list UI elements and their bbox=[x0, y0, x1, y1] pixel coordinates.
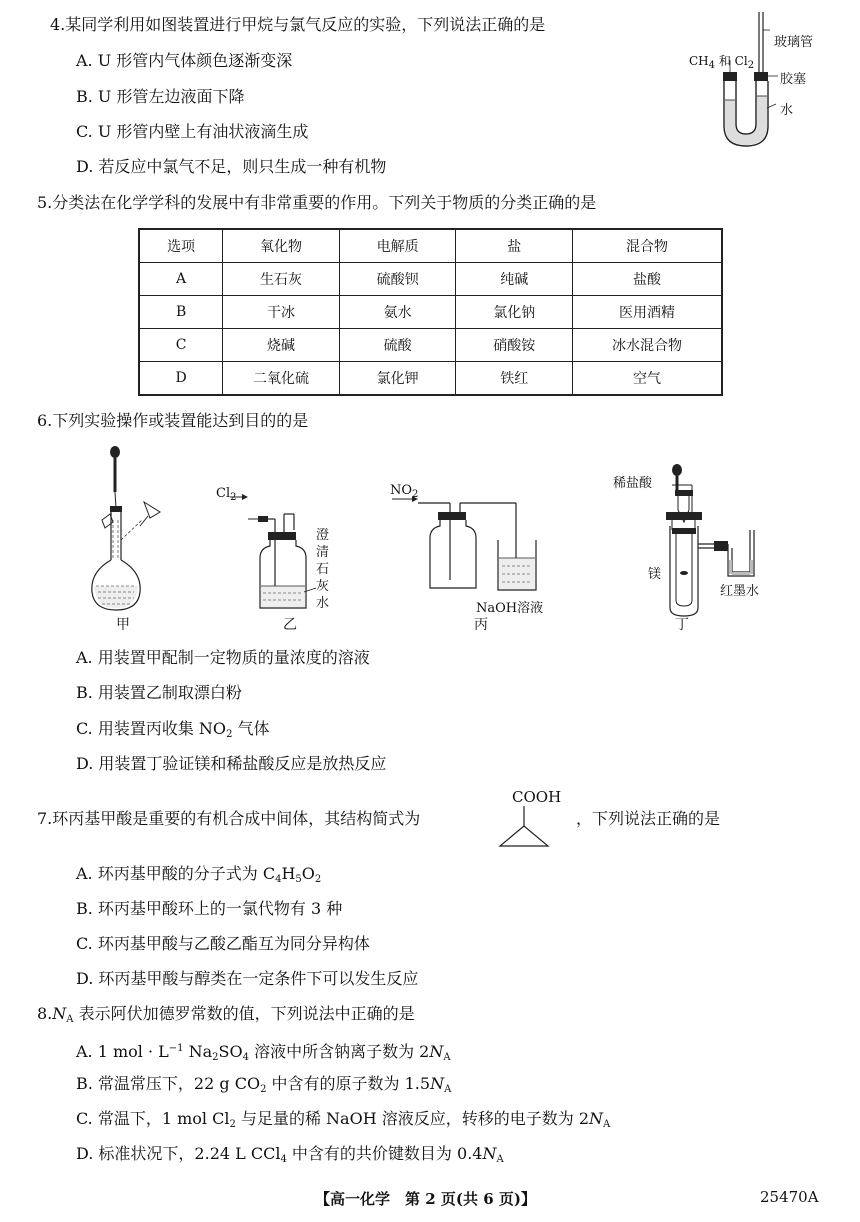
q7-option-a: A. 环丙基甲酸的分子式为 $C_4H_5O_2$ bbox=[76, 864, 322, 885]
q5-stem: 5.分类法在化学学科的发展中有非常重要的作用。下列关于物质的分类正确的是 bbox=[37, 193, 597, 212]
table-cell: 纯碱 bbox=[456, 263, 573, 296]
table-header-row bbox=[139, 229, 722, 263]
no2-label: $NO_2$ bbox=[390, 483, 419, 500]
table-cell: D bbox=[139, 362, 223, 396]
header-oxide: 氧化物 bbox=[223, 229, 340, 263]
q4-glass-tube-label: 玻璃管 bbox=[774, 35, 814, 50]
table-cell: 医用酒精 bbox=[573, 296, 723, 329]
label-yi: 乙 bbox=[283, 617, 297, 633]
page-footer: 【高一化学 第 2 页(共 6 页)】 bbox=[315, 1190, 536, 1208]
q8-option-b: B. 常温常压下，22 g $CO_2$ 中含有的原子数为 $1.5N_A$ bbox=[76, 1074, 452, 1095]
table-cell: B bbox=[139, 296, 223, 329]
table-row bbox=[139, 296, 722, 329]
q4-option-c: C. U 形管内壁上有油状液滴生成 bbox=[76, 122, 309, 141]
header-option: 选项 bbox=[139, 229, 223, 263]
q4-u-tube-figure bbox=[690, 8, 850, 153]
apparatus-bing bbox=[392, 496, 536, 590]
q7-stem-a: 7.环丙基甲酸是重要的有机合成中间体，其结构简式为 bbox=[37, 809, 421, 828]
mg-label: 镁 bbox=[648, 567, 662, 582]
table-cell: 铁红 bbox=[456, 362, 573, 396]
header-electrolyte: 电解质 bbox=[339, 229, 456, 263]
label-ding: 丁 bbox=[675, 617, 689, 633]
q8-option-c: C. 常温下，1 mol $Cl_2$ 与足量的稀 NaOH 溶液反应，转移的电子数为 $2N_A$ bbox=[76, 1109, 611, 1130]
q6-option-d: D. 用装置丁验证镁和稀盐酸反应是放热反应 bbox=[76, 754, 387, 773]
table-cell: 烧碱 bbox=[223, 329, 340, 362]
q4-stem: 4.某同学利用如图装置进行甲烷与氯气反应的实验，下列说法正确的是 bbox=[50, 15, 546, 34]
apparatus-jia bbox=[92, 446, 160, 610]
q6-apparatus-figure bbox=[80, 440, 800, 625]
table-row bbox=[139, 263, 722, 296]
q8-option-a: A. 1 mol · $L^{-1}$ $Na_2SO_4$ 溶液中所含钠离子数为 $2N_A$ bbox=[76, 1042, 451, 1063]
q4-stopper-label: 胶塞 bbox=[780, 72, 807, 87]
ink-label: 红墨水 bbox=[720, 584, 760, 599]
q6-option-b: B. 用装置乙制取漂白粉 bbox=[76, 683, 242, 702]
table-cell: 干冰 bbox=[223, 296, 340, 329]
apparatus-yi bbox=[230, 494, 316, 608]
table-cell: C bbox=[139, 329, 223, 362]
q7-option-b: B. 环丙基甲酸环上的一氯代物有 3 种 bbox=[76, 899, 343, 918]
table-cell: 氨水 bbox=[339, 296, 456, 329]
limewater-label: 澄 清 石 灰 水 bbox=[316, 528, 330, 611]
table-cell: 硫酸钡 bbox=[339, 263, 456, 296]
table-cell: 硝酸铵 bbox=[456, 329, 573, 362]
q6-option-c: C. 用装置丙收集 $NO_2$ 气体 bbox=[76, 719, 270, 740]
table-cell: 氯化钾 bbox=[339, 362, 456, 396]
table-row bbox=[139, 329, 722, 362]
table-cell: 氯化钠 bbox=[456, 296, 573, 329]
q6-stem: 6.下列实验操作或装置能达到目的的是 bbox=[37, 411, 309, 430]
table-cell: 冰水混合物 bbox=[573, 329, 723, 362]
q7-option-c: C. 环丙基甲酸与乙酸乙酯互为同分异构体 bbox=[76, 934, 370, 953]
table-cell: 盐酸 bbox=[573, 263, 723, 296]
header-salt: 盐 bbox=[456, 229, 573, 263]
cooh-label: COOH bbox=[512, 788, 562, 806]
q4-gas-label: $CH_4$ 和 $Cl_2$ bbox=[689, 54, 755, 71]
table-cell: 硫酸 bbox=[339, 329, 456, 362]
paper-code: 25470A bbox=[760, 1188, 819, 1206]
label-bing: 丙 bbox=[474, 617, 488, 633]
hcl-label: 稀盐酸 bbox=[613, 476, 653, 491]
q6-option-a: A. 用装置甲配制一定物质的量浓度的溶液 bbox=[76, 648, 370, 667]
q4-option-a: A. U 形管内气体颜色逐渐变深 bbox=[76, 51, 293, 70]
q4-water-label: 水 bbox=[780, 103, 794, 118]
naoh-label: NaOH溶液 bbox=[476, 601, 544, 616]
cyclopropane-structure bbox=[494, 804, 554, 850]
q8-stem: $8.N_A$ 表示阿伏加德罗常数的值，下列说法中正确的是 bbox=[37, 1004, 415, 1025]
classification-table bbox=[138, 228, 723, 396]
table-cell: 二氧化硫 bbox=[223, 362, 340, 396]
header-mixture: 混合物 bbox=[573, 229, 723, 263]
cl2-label: $Cl_2$ bbox=[216, 486, 237, 503]
q4-option-d: D. 若反应中氯气不足，则只生成一种有机物 bbox=[76, 157, 387, 176]
table-row bbox=[139, 362, 722, 396]
table-cell: 空气 bbox=[573, 362, 723, 396]
q7-stem-b: ，下列说法正确的是 bbox=[576, 809, 721, 828]
label-jia: 甲 bbox=[116, 617, 130, 633]
table-cell: A bbox=[139, 263, 223, 296]
table-cell: 生石灰 bbox=[223, 263, 340, 296]
q4-option-b: B. U 形管左边液面下降 bbox=[76, 87, 245, 106]
q7-option-d: D. 环丙基甲酸与醇类在一定条件下可以发生反应 bbox=[76, 969, 419, 988]
q8-option-d: D. 标准状况下，2.24 L CCl$_4$ 中含有的共价键数目为 $0.4N_A$ bbox=[76, 1144, 504, 1165]
